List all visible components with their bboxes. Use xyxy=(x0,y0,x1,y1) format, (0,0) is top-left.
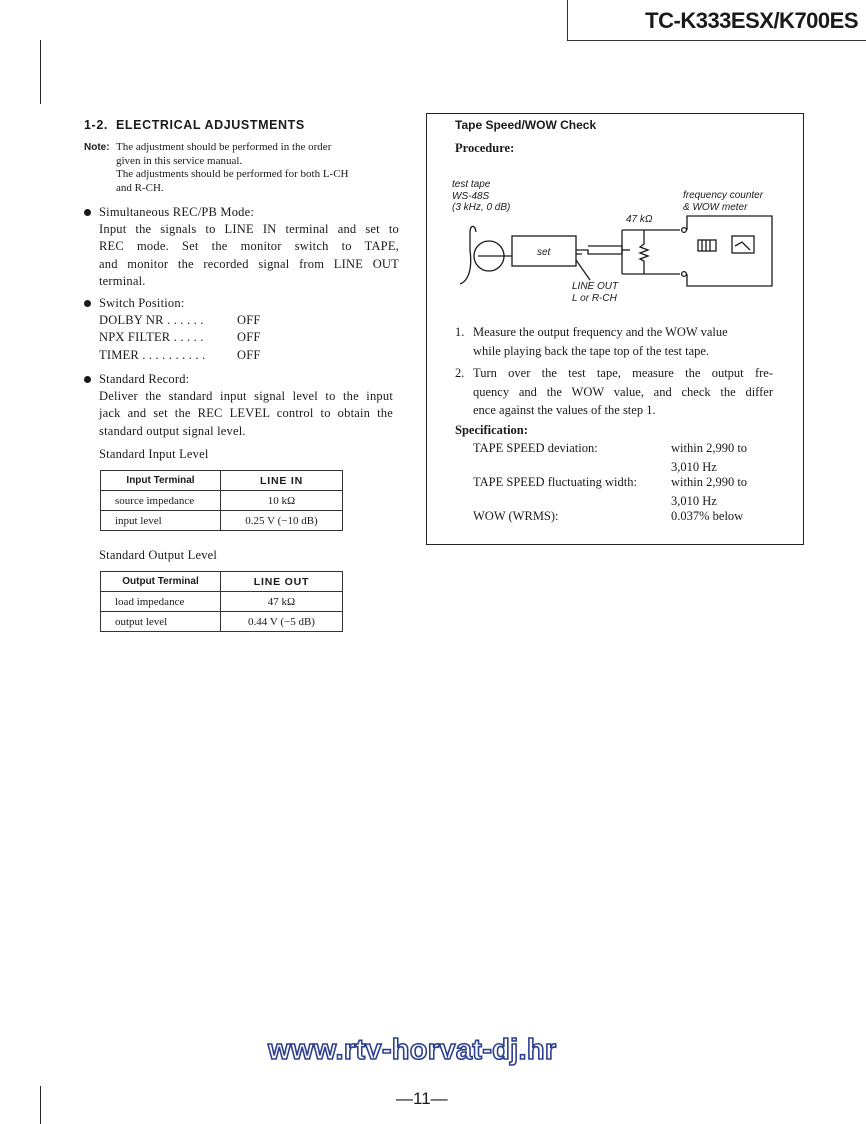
table-cell: input level xyxy=(101,511,221,531)
output-level-table xyxy=(100,571,343,632)
switch-dots: . . . . . . . . . . xyxy=(138,347,206,362)
record-line: jack and set the REC LEVEL control to obtain the xyxy=(99,406,393,421)
bullet-switch xyxy=(99,295,399,364)
test-tape-line: (3 kHz, 0 dB) xyxy=(452,202,511,213)
page-number: —11— xyxy=(396,1089,448,1108)
line-out-pointer-icon xyxy=(576,260,590,280)
step-line: Measure the output frequency and the WOW value xyxy=(473,325,728,339)
record-line: standard output signal level. xyxy=(99,423,246,438)
test-tape-label xyxy=(452,179,510,214)
bullet-mode xyxy=(99,204,399,290)
spec-value-line: 3,010 Hz xyxy=(671,493,717,508)
spec-value-line: within 2,990 to xyxy=(671,441,748,455)
counter-line: frequency counter xyxy=(683,190,764,201)
table-header-row xyxy=(101,572,343,592)
step-line: while playing back the tape top of the test tape. xyxy=(473,343,710,358)
switch-value: OFF xyxy=(237,313,261,328)
step-number: 2. xyxy=(455,366,465,380)
table-cell: 0.44 V (−5 dB) xyxy=(221,612,343,632)
test-tape-line: WS-48S xyxy=(452,190,490,202)
spec-label: TAPE SPEED deviation: xyxy=(473,441,598,455)
table-row xyxy=(101,491,343,511)
section-number: 1-2. xyxy=(84,118,108,132)
mode-line: Input the signals to LINE IN terminal and set to xyxy=(99,222,399,237)
spec-row xyxy=(473,473,773,507)
step-line: ence against the values of the step 1. xyxy=(473,403,656,417)
switch-row xyxy=(99,329,399,346)
switch-title: Switch Position: xyxy=(99,296,185,310)
procedure-label: Procedure: xyxy=(455,141,515,155)
table-header-cell: Input Terminal xyxy=(101,471,221,491)
spec-label: WOW (WRMS): xyxy=(473,509,559,523)
input-level-table xyxy=(100,470,343,531)
switch-dots: . . . . . . xyxy=(163,313,204,328)
meter-needle-icon xyxy=(735,242,750,250)
output-table-caption: Standard Output Level xyxy=(99,548,218,562)
switch-row xyxy=(99,347,399,364)
margin-line-top xyxy=(40,40,41,104)
mode-title: Simultaneous REC/PB Mode: xyxy=(99,205,255,219)
spec-value xyxy=(671,439,747,476)
step-1 xyxy=(455,323,773,360)
table-header-cell: LINE IN xyxy=(221,471,343,491)
set-label: set xyxy=(537,247,551,258)
note-line: given in this service manual. xyxy=(116,154,243,167)
table-cell: 47 kΩ xyxy=(221,592,343,612)
note-line: The adjustment should be performed in the order xyxy=(116,141,332,153)
note-label: Note: xyxy=(84,142,110,153)
wow-meter-icon xyxy=(732,236,754,253)
note xyxy=(84,141,404,195)
section-title xyxy=(84,118,305,132)
step-2 xyxy=(455,364,773,420)
resistor-icon xyxy=(640,230,648,274)
cable-icon xyxy=(576,246,622,254)
note-line: The adjustments should be performed for both L-CH xyxy=(116,168,349,181)
set-box-icon xyxy=(512,236,576,266)
table-row xyxy=(101,511,343,531)
switch-name: NPX FILTER xyxy=(99,330,171,345)
table-row xyxy=(101,612,343,632)
spec-label: TAPE SPEED fluctuating width: xyxy=(473,475,637,489)
counter-line: & WOW meter xyxy=(683,201,748,213)
spec-value xyxy=(671,473,747,510)
margin-line-bottom xyxy=(40,1086,41,1124)
table-cell: output level xyxy=(101,612,221,632)
step-line: Turn over the test tape, measure the output fre- xyxy=(473,366,773,380)
spec-value xyxy=(671,507,743,526)
switch-value: OFF xyxy=(237,347,261,362)
switch-value: OFF xyxy=(237,330,261,345)
step-number: 1. xyxy=(455,325,465,339)
resistor-label: 47 kΩ xyxy=(626,214,653,225)
bullet-icon xyxy=(84,300,91,307)
connection-diagram xyxy=(440,210,780,300)
test-tape-line: test tape xyxy=(452,179,491,190)
model-title: TC-K333ESX/K700ES xyxy=(645,8,858,33)
table-row xyxy=(101,592,343,612)
step-line: quency and the WOW value, and check the differ xyxy=(473,384,773,399)
input-table-caption: Standard Input Level xyxy=(99,447,209,461)
switch-name: TIMER xyxy=(99,347,139,362)
spec-value-line: 0.037% below xyxy=(671,509,744,523)
line-out-line: L or R-CH xyxy=(572,292,617,304)
mode-line: terminal. xyxy=(99,273,146,288)
line-out-line: LINE OUT xyxy=(572,281,619,292)
section-title-text: ELECTRICAL ADJUSTMENTS xyxy=(115,118,305,132)
switch-name: DOLBY NR xyxy=(99,313,164,328)
bullet-icon xyxy=(84,376,91,383)
table-header-cell: Output Terminal xyxy=(101,572,221,592)
table-header-cell: LINE OUT xyxy=(221,572,343,592)
bullet-icon xyxy=(84,209,91,216)
record-line: Deliver the standard input signal level to the input xyxy=(99,389,393,404)
mode-line: REC mode. Set the monitor switch to TAPE, xyxy=(99,239,399,254)
switch-row xyxy=(99,312,399,329)
record-title: Standard Record: xyxy=(99,372,190,386)
spec-value-line: within 2,990 to xyxy=(671,475,748,489)
bullet-record xyxy=(99,371,393,440)
spec-value-line: 3,010 Hz xyxy=(671,459,717,474)
spec-title: Specification: xyxy=(455,423,528,437)
watermark-link[interactable]: www.rtv-horvat-dj.hr xyxy=(268,1034,557,1066)
table-cell: source impedance xyxy=(101,491,221,511)
spec-row xyxy=(473,439,773,473)
table-header-row xyxy=(101,471,343,491)
table-cell: 0.25 V (−10 dB) xyxy=(221,511,343,531)
spec-row xyxy=(473,507,773,525)
spec-list xyxy=(473,439,773,525)
table-cell: 10 kΩ xyxy=(221,491,343,511)
table-cell: load impedance xyxy=(101,592,221,612)
mode-line: and monitor the recorded signal from LINE OUT xyxy=(99,256,399,271)
counter-display-icon xyxy=(698,240,716,251)
switch-dots: . . . . . xyxy=(170,330,204,345)
note-line: and R-CH. xyxy=(116,181,164,194)
box-title: Tape Speed/WOW Check xyxy=(455,118,597,132)
